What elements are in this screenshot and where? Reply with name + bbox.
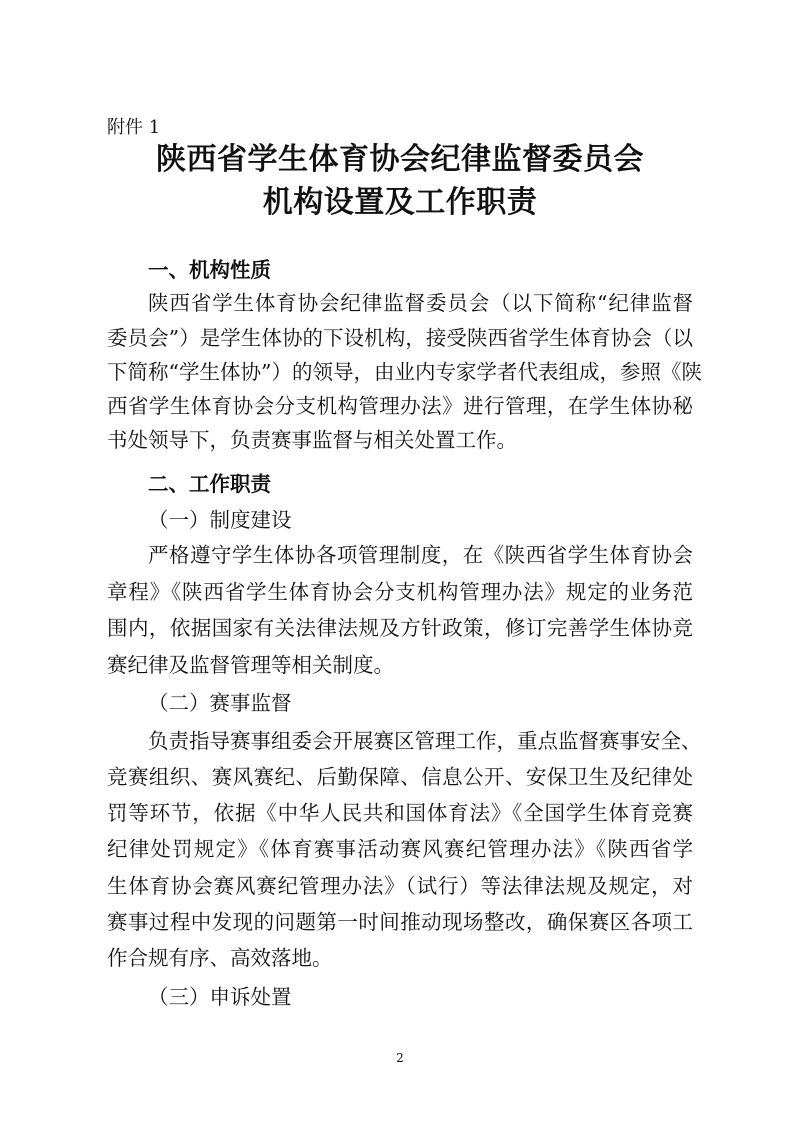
section-heading-nature: 一、机构性质	[148, 258, 271, 282]
subsection-heading-system: （一）制度建设	[148, 508, 292, 532]
paragraph-line: 陕西省学生体育协会纪律监督委员会（以下简称“纪律监督	[148, 291, 693, 315]
paragraph-line: 赛纪律及监督管理等相关制度。	[107, 653, 394, 677]
paragraph-line: 竞赛组织、赛风赛纪、后勤保障、信息公开、安保卫生及纪律处	[107, 765, 693, 789]
document-title-line-2: 机构设置及工作职责	[262, 185, 538, 220]
paragraph-line: 围内，依据国家有关法律法规及方针政策，修订完善学生体协竞	[107, 616, 693, 640]
paragraph-line: 生体育协会赛风赛纪管理办法》（试行）等法律法规及规定，对	[107, 874, 693, 898]
document-title-line-1: 陕西省学生体育协会纪律监督委员会	[156, 142, 644, 177]
subsection-heading-appeal: （三）申诉处置	[148, 985, 292, 1009]
paragraph-line: 严格遵守学生体协各项管理制度，在《陕西省学生体育协会	[148, 543, 693, 567]
paragraph-line: 下简称“学生体协”）的领导，由业内专家学者代表组成，参照《陕	[107, 360, 702, 384]
page-number: 2	[396, 1051, 404, 1065]
attachment-label: 附件 1	[107, 117, 161, 138]
paragraph-line: 负责指导赛事组委会开展赛区管理工作，重点监督赛事安全、	[148, 729, 702, 753]
paragraph-line: 委员会”）是学生体协的下设机构，接受陕西省学生体育协会（以	[107, 326, 693, 350]
subsection-heading-supervision: （二）赛事监督	[148, 691, 292, 715]
paragraph-line: 纪律处罚规定》《体育赛事活动赛风赛纪管理办法》《陕西省学	[107, 837, 693, 861]
paragraph-line: 书处领导下，负责赛事监督与相关处置工作。	[107, 428, 517, 452]
section-heading-duties: 二、工作职责	[148, 472, 271, 496]
paragraph-line: 赛事过程中发现的问题第一时间推动现场整改，确保赛区各项工	[107, 910, 693, 934]
paragraph-line: 西省学生体育协会分支机构管理办法》进行管理，在学生体协秘	[107, 394, 693, 418]
paragraph-line: 罚等环节，依据《中华人民共和国体育法》《全国学生体育竞赛	[107, 801, 693, 825]
paragraph-line: 章程》《陕西省学生体育协会分支机构管理办法》规定的业务范	[107, 580, 693, 604]
paragraph-line: 作合规有序、高效落地。	[107, 946, 333, 970]
